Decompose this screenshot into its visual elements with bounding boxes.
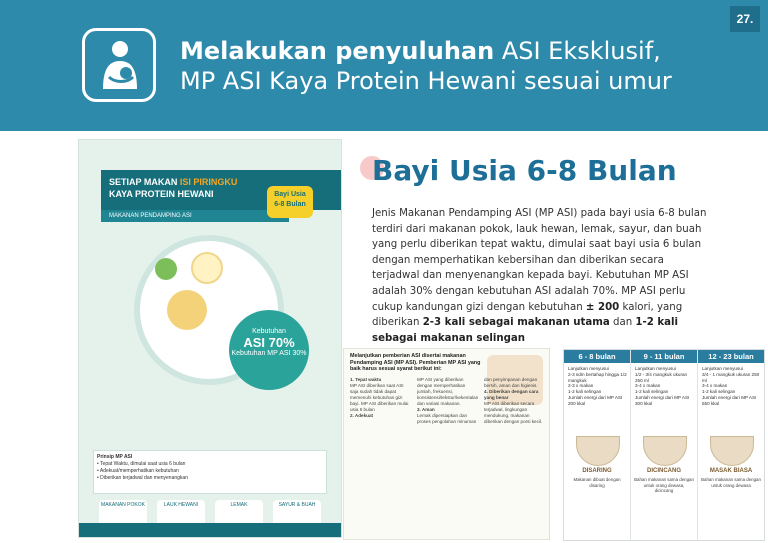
mpasi-label: Kebutuhan MP ASI 30%	[231, 350, 307, 357]
title-line2: MP ASI Kaya Protein Hewani sesuai umur	[180, 67, 672, 95]
age-col-item: Jumlah energi dari MP ASI 550 kkal	[702, 394, 757, 406]
poster-age-badge	[267, 186, 313, 218]
age-col-2	[635, 366, 695, 407]
leaflet-title: Melanjutkan pemberian ASI disertai makanan Pendamping ASI (MP ASI). Pemberian MP ASI yang baik harus sesuai syarat berikut ini:	[350, 353, 481, 373]
leaflet-item: Lemak dipersiapkan dan proses pengolahan minuman dan penyimpanan dengan bersih, aman dan higienis.	[417, 377, 538, 424]
paragraph-plain: Jenis Makanan Pendamping ASI (MP ASI) pada bayi usia 6-8 bulan terdiri dari makanan pokok, lauk hewan, lemak, sayur, dan buah yang perlu diberikan tepat waktu, dimulai saat bayi usia 6 bulan dengan memperhatikan kebersihan dan diberikan secara terjadwal dan menyenangkan kepada bayi. Kebutuhan MP ASI adalah 30% dengan kebutuhan ASI adalah 70%. MP ASI perlu cukup kandungan gizi dengan kebutuhan	[372, 208, 707, 313]
poster-heading-2: KAYA PROTEIN HEWANI	[109, 189, 214, 199]
leaflet-item: 4. Diberikan dengan cara yang benar	[484, 389, 539, 400]
food-group-item: LEMAK	[215, 500, 263, 526]
age-col-item: 1-2 kali selingan	[635, 389, 669, 395]
info-line1: • Tepat Waktu, dimulai saat usia 6 bulan	[97, 461, 186, 467]
header-banner	[0, 0, 768, 131]
food-group-item: LAUK HEWANI	[157, 500, 205, 526]
paragraph-bold-2: 2-3 kali sebagai makanan utama	[422, 317, 610, 329]
age-col-item: 1-2 kali selingan	[568, 389, 602, 395]
mpasi-leaflet	[343, 348, 550, 540]
leaflet-item: MP ASI diberikan secara terjadwal, lingkungan mendukung, makanan diberikan dengan porsi kecil.	[484, 401, 543, 424]
bowl-desc: Bahan makanan sama dengan untuk orang dewasa, dicincang	[634, 477, 694, 494]
food-group-item: SAYUR & BUAH	[273, 500, 321, 526]
food-group-item: MAKANAN POKOK	[99, 500, 147, 526]
paragraph-and: dan	[609, 317, 636, 329]
bowl-dicincang	[643, 436, 687, 466]
age-header: 12 - 23 bulan	[698, 350, 764, 363]
column-divider	[697, 350, 698, 540]
page-title	[180, 36, 672, 96]
poster-footer	[79, 523, 341, 537]
paragraph-bold-3: 1-2 kali sebagai makanan selingan	[372, 317, 678, 344]
asi-kebutuhan: Kebutuhan	[252, 328, 286, 335]
leaflet-item: MP ASI diberikan saat ASI saja sudah tidak dapat memenuhi kebutuhan gizi bayi. MP ASI diberikan mulai usia 6 bulan	[350, 383, 409, 412]
bowl-label: DISARING	[582, 468, 612, 474]
age-col-item: 3-4 x makan	[702, 383, 728, 389]
age-col-item: 2-3 x makan	[568, 383, 594, 389]
age-col-item: 1/2 - 3/4 mangkuk ukuran 250 ml	[635, 371, 688, 383]
leaflet-item: 3. Aman	[417, 407, 435, 412]
breastfeeding-mother-icon	[95, 39, 145, 91]
age-col-item: Lanjutkan menyusui	[568, 366, 609, 371]
info-line3: • Diberikan terjadwal dan menyenangkan	[97, 475, 188, 481]
food-vegetable	[155, 258, 177, 280]
age-col-3	[702, 366, 762, 407]
title-regular: ASI Eksklusif,	[494, 37, 661, 65]
mpasi-poster	[78, 139, 342, 538]
bowl-desc: Bahan makanan sama dengan untuk orang dewasa	[701, 477, 761, 488]
age-col-item: 1-2 kali selingan	[702, 389, 736, 395]
age-col-item: Lanjutkan menyusui	[635, 366, 676, 371]
info-title: Prinsip MP ASI	[97, 454, 133, 460]
info-line2: • Adekuat/memperhatikan kebutuhan	[97, 468, 179, 474]
age-col-1	[568, 366, 628, 407]
age-col-item: 3-4 x makan	[635, 383, 661, 389]
column-divider	[630, 350, 631, 540]
bowl-label: DICINCANG	[647, 468, 681, 474]
age-feeding-table	[563, 349, 765, 541]
paragraph-mid: kalori, yang diberikan	[372, 301, 683, 329]
age-col-item: 3/4 - 1 mangkuk ukuran 250 ml	[702, 371, 760, 383]
food-egg	[191, 252, 223, 284]
bowl-masak-biasa	[710, 436, 754, 466]
age-col-item: Jumlah energi dari MP ASI 300 kkal	[635, 394, 690, 406]
age-badge-line1: Bayi Usia	[274, 191, 306, 198]
age-col-item: Lanjutkan menyusui	[702, 366, 743, 371]
asi-value: ASI 70%	[243, 335, 295, 350]
age-badge-line2: 6-8 Bulan	[274, 201, 306, 208]
age-col-item: 2-3 sdm bertahap hingga 1/2 mangkuk	[568, 371, 627, 383]
poster-info-box	[93, 450, 327, 494]
bowl-desc: Makanan dibuat dengan disaring	[573, 477, 621, 488]
title-bold: Melakukan penyuluhan	[180, 37, 495, 65]
leaflet-columns	[350, 377, 545, 425]
section-title: Bayi Usia 6-8 Bulan	[372, 154, 677, 187]
leaflet-item: 2. Adekuat	[350, 413, 374, 418]
asi-percent-badge	[229, 310, 309, 390]
section-paragraph	[372, 206, 712, 346]
page-number: 27.	[730, 6, 760, 32]
bowl-label: MASAK BIASA	[709, 468, 753, 474]
age-header: 6 - 8 bulan	[564, 350, 630, 363]
food-porridge	[167, 290, 207, 330]
paragraph-bold-1: ± 200	[585, 301, 620, 313]
poster-heading-b: ISI PIRINGKU	[179, 177, 238, 187]
poster-subheading: MAKANAN PENDAMPING ASI	[101, 210, 289, 222]
poster-heading-a: SETIAP MAKAN	[109, 177, 180, 187]
age-col-item: Jumlah energi dari MP ASI 200 kkal	[568, 394, 623, 406]
age-header: 9 - 11 bulan	[631, 350, 697, 363]
bowl-disaring	[576, 436, 620, 466]
leaflet-item: MP ASI yang diberikan dengan memperhatikan jumlah, frekuensi, konsistensi/tekstur/kekentalan dan variasi makanan.	[417, 377, 479, 406]
icon-frame	[82, 28, 156, 102]
leaflet-item: 1. Tepat waktu	[350, 377, 382, 382]
